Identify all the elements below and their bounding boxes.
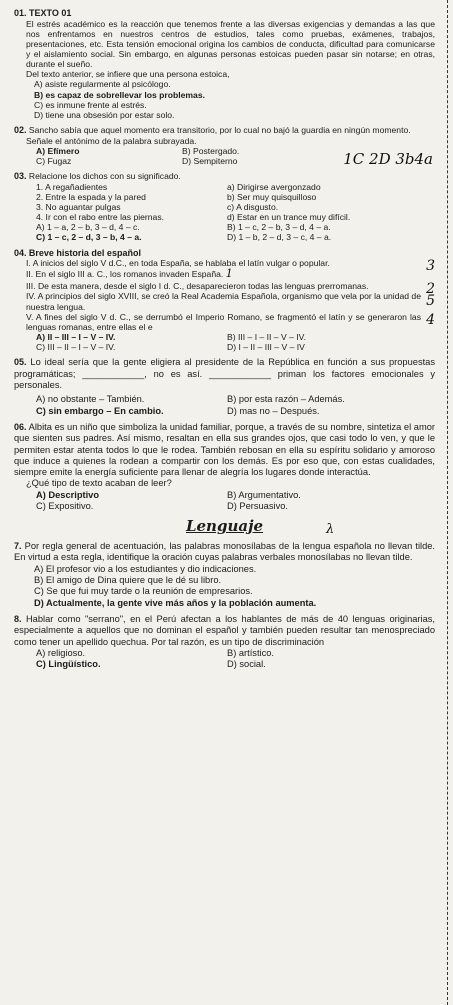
question-5-text: Lo ideal sería que la gente eligiera al presidente de la República en función a sus propuestas programáticas; ____________, no es así. ____________ priman los factores emocionales y personales. — [14, 357, 435, 390]
question-2-text: Sancho sabía que aquel momento era transitorio, por lo cual no bajó la guardia en ningún momento. — [28, 125, 411, 136]
question-6-number: 06. — [14, 421, 27, 432]
question-2-option-c[interactable]: C) Fugaz — [36, 155, 72, 166]
section-title-lenguaje — [14, 518, 435, 536]
question-1-stem: Del texto anterior, se infiere que una persona estoica, — [26, 69, 230, 80]
question-4-title: Breve historia del español — [28, 247, 141, 258]
question-8-number: 8. — [14, 614, 22, 625]
question-8-option-c[interactable]: C) Lingüístico. — [36, 659, 101, 670]
question-5 — [14, 357, 435, 417]
question-3-right-b: b) Ser muy quisquilloso — [227, 191, 317, 202]
question-1-option-b[interactable]: B) es capaz de sobrellevar los problemas. — [34, 89, 205, 100]
question-3-option-a[interactable]: A) 1 – a, 2 – b, 3 – d, 4 – c. — [36, 222, 140, 233]
question-4-option-b[interactable]: B) III – I – II – V – IV. — [227, 331, 306, 342]
question-2-option-a[interactable]: A) Efímero — [36, 145, 80, 156]
question-8 — [14, 614, 435, 671]
question-4-item-2: II. En el siglo III a. C., los romanos invaden España. — [26, 269, 224, 280]
question-3-option-d[interactable]: D) 1 – b, 2 – d, 3 – c, 4 – a. — [227, 232, 332, 243]
question-4-option-a[interactable]: A) II – III – I – V – IV. — [36, 331, 116, 342]
question-6-option-c[interactable]: C) Expositivo. — [36, 501, 94, 512]
question-8-option-b[interactable]: B) artístico. — [227, 648, 275, 659]
question-1-number: 01. TEXTO 01 — [14, 8, 72, 18]
question-1 — [14, 8, 435, 120]
question-3-right-d: d) Estar en un trance muy difícil. — [227, 212, 351, 223]
question-4-mark-1: 3 — [426, 258, 435, 275]
question-5-option-c[interactable]: C) sin embargo – En cambio. — [36, 405, 164, 416]
question-5-option-b[interactable]: B) por esta razón – Además. — [227, 394, 345, 405]
question-2 — [14, 125, 435, 169]
question-6-text: Albita es un niño que simboliza la unidad familiar, porque, a través de su nombre, sintetiza el amor que sienten sus padres. Así mismo, resaltan en ella sus grandes ojos, que casi todo lo ven, y que le permiten estar atenta todos lo que le rodea. También rebosan en ella su espíritu solidario y amoroso que induce a quienes la rodean a compartir con los demás. Es por eso que, con estas cualidades, siempre emite la energía suficiente para llenar de alegría los lugares donde interactúa. — [14, 421, 435, 478]
question-2-stem: Señale el antónimo de la palabra subrayada. — [26, 135, 197, 146]
question-5-option-d[interactable]: D) mas no – Después. — [227, 405, 320, 416]
section-title-text: Lenguaje — [185, 517, 264, 536]
question-8-text: Hablar como "serrano", en el Perú afectan a los hablantes de más de 40 lenguas originarias, especialmente a aquellos que no dominan el español y también pueden resultar tan menospreciado como tener un apellido quechua. Por tal razón, es un tipo de discriminación — [14, 614, 435, 647]
question-8-option-d[interactable]: D) social. — [227, 659, 266, 670]
question-4-mark-4: 5 — [426, 293, 435, 310]
question-1-option-d[interactable]: D) tiene una obsesión por estar solo. — [34, 109, 175, 120]
question-7-option-b[interactable]: B) El amigo de Dina quiere que le dé su libro. — [34, 575, 222, 586]
question-4-item-4: IV. A principios del siglo XVIII, se creó la Real Academia Española, organismo que vela por la unidad de nuestra lengua. — [26, 291, 421, 312]
question-6-option-d[interactable]: D) Persuasivo. — [227, 501, 288, 512]
question-4-mark-2: 1 — [225, 267, 233, 281]
question-7-option-a[interactable]: A) El profesor vio a los estudiantes y dio indicaciones. — [34, 563, 257, 574]
question-7 — [14, 541, 435, 609]
question-3-number: 03. — [14, 171, 27, 182]
question-4-option-c[interactable]: C) III – II – I – V – IV. — [36, 342, 116, 353]
question-2-option-b[interactable]: B) Postergado. — [182, 145, 240, 156]
question-2-option-d[interactable]: D) Sempiterno — [182, 155, 238, 166]
question-3-title: Relacione los dichos con su significado. — [28, 171, 181, 182]
question-6-option-b[interactable]: B) Argumentativo. — [227, 489, 301, 500]
question-4-item-5: V. A fines del siglo V d. C., se derrumbó el Imperio Romano, se fragmentó el latín y se generaron las lenguas romanas, entre ellas el e — [26, 311, 421, 332]
question-3-left-3: 3. No aguantar pulgas — [36, 201, 121, 212]
question-4-mark-5: 4 — [426, 311, 435, 328]
question-5-number: 05. — [14, 357, 27, 368]
question-4-number: 04. — [14, 247, 27, 258]
question-3-left-4: 4. Ir con el rabo entre las piernas. — [36, 212, 165, 223]
question-4-mark-3: 2 — [426, 281, 435, 298]
question-4-option-d[interactable]: D) I – II – III – V – IV — [227, 342, 305, 353]
handwritten-answers: 1C 2D 3b4a — [343, 150, 433, 169]
question-6-stem: ¿Qué tipo de texto acaban de leer? — [26, 478, 172, 489]
question-3-left-1: 1. A regañadientes — [36, 181, 108, 192]
question-7-number: 7. — [14, 541, 22, 552]
question-7-option-c[interactable]: C) Se que fui muy tarde o la reunión de empresarios. — [34, 586, 253, 597]
question-1-option-a[interactable]: A) asiste regularmente al psicólogo. — [34, 79, 171, 90]
question-8-option-a[interactable]: A) religioso. — [36, 648, 86, 659]
question-5-option-a[interactable]: A) no obstante – También. — [36, 394, 145, 405]
dashed-cut-line — [447, 0, 448, 1005]
question-6-option-a[interactable]: A) Descriptivo — [36, 489, 100, 500]
question-3-option-c[interactable]: C) 1 – c, 2 – d, 3 – b, 4 – a. — [36, 232, 142, 243]
question-4-item-1: I. A inicios del siglo V d.C., en toda España, se hablaba el latín vulgar o popular. — [26, 258, 330, 269]
question-3-option-b[interactable]: B) 1 – c, 2 – b, 3 – d, 4 – a. — [227, 222, 331, 233]
question-3-right-a: a) Dirigirse avergonzado — [227, 181, 321, 192]
question-3-left-2: 2. Entre la espada y la pared — [36, 191, 146, 202]
question-4-item-3: III. De esta manera, desde el siglo I d. C., desaparecieron todas las lenguas prerromanas. — [26, 281, 369, 292]
section-mark: λ — [326, 522, 335, 538]
question-3 — [14, 171, 435, 242]
question-6 — [14, 422, 435, 513]
question-3-right-c: c) A disgusto. — [227, 201, 279, 212]
question-1-text: El estrés académico es la reacción que tenemos frente a las diversas exigencias y demandas a las que nos enfrentamos en nuestros centros de estudios, tales como pruebas, exámenes, trabajos, presentaciones, etc. Esta tensión emocional origina los cambios de conducta, dificultad para comunicarse y el aislamiento social. Sin embargo, en algunas personas estoicas pueden pasar sin notarse; en otras, durante el sueño. — [26, 18, 435, 70]
question-1-option-c[interactable]: C) es inmune frente al estrés. — [34, 99, 147, 110]
question-2-number: 02. — [14, 125, 27, 136]
question-4 — [14, 248, 435, 353]
question-7-option-d[interactable]: D) Actualmente, la gente vive más años y la población aumenta. — [34, 597, 317, 608]
question-7-text: Por regla general de acentuación, las palabras monosílabas de la lengua española no llevan tilde. En virtud a esta regla, identifique la oración cuyas palabras verbales monosílabas no llevan tilde. — [14, 541, 435, 563]
